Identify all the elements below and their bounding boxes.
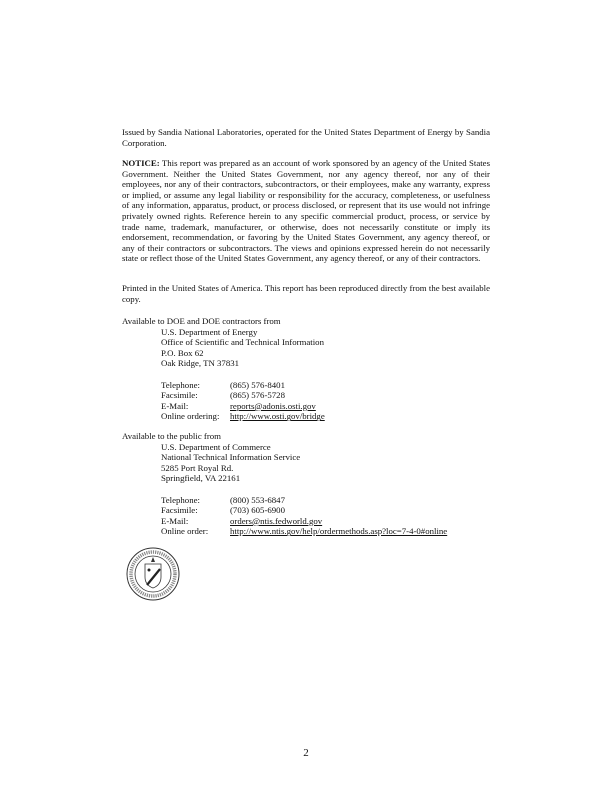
doe-fax <box>161 390 490 401</box>
contact-label: E-Mail: <box>161 515 189 526</box>
public-availability <box>122 431 490 537</box>
contact-value: (865) 576-8401 <box>230 379 285 390</box>
public-email <box>161 516 490 527</box>
public-online-link[interactable]: http://www.ntis.gov/help/ordermethods.asp?loc=7-4-0#online <box>230 526 448 537</box>
contact-label: Telephone: <box>161 379 200 390</box>
public-address <box>122 442 490 537</box>
contact-value: (703) 605-6900 <box>230 505 285 516</box>
address-line: P.O. Box 62 <box>161 347 204 358</box>
doe-email <box>161 401 490 412</box>
contact-label: Telephone: <box>161 494 200 505</box>
contact-value: (800) 553-6847 <box>230 494 285 505</box>
doe-online <box>161 411 490 422</box>
public-heading: Available to the public from <box>122 431 222 441</box>
contact-value: (865) 576-5728 <box>230 390 285 401</box>
issued-text: Issued by Sandia National Laboratories, operated for the United States Department of Energy by Sandia Corporation. <box>122 127 490 148</box>
notice-label: NOTICE: <box>122 158 160 168</box>
public-telephone <box>161 495 490 506</box>
address-line: Oak Ridge, TN 37831 <box>161 358 240 369</box>
contact-label: E-Mail: <box>161 400 189 411</box>
doe-heading: Available to DOE and DOE contractors from <box>122 316 281 326</box>
doe-online-link[interactable]: http://www.osti.gov/bridge <box>230 411 325 422</box>
notice-text: This report was prepared as an account of work sponsored by an agency of the United States Government. Neither the United States Government, nor any agency thereof, nor any of their employees, nor any of their contractors, subcontractors, or their employees, make any warranty, express or implied, or assume any legal liability or responsibility for the accuracy, completeness, or usefulness of any information, apparatus, product, or process disclosed, or represent that its use would not infringe privately owned rights. Reference herein to any specific commercial product, process, or service by trade name, trademark, manufacturer, or otherwise, does not necessarily constitute or imply its endorsement, recommendation, or favoring by the United States Government, any agency thereof, or any of their contractors or subcontractors. The views and opinions expressed herein do not necessarily state or reflect those of the United States Government, any agency thereof, or any of their contractors. <box>122 158 490 264</box>
contact-label: Facsimile: <box>161 390 198 401</box>
issued-paragraph <box>122 127 490 148</box>
public-fax <box>161 505 490 516</box>
doe-address <box>122 327 490 422</box>
contact-label: Online order: <box>161 526 209 537</box>
address-line: 5285 Port Royal Rd. <box>161 462 234 473</box>
contact-label: Facsimile: <box>161 505 198 516</box>
printed-text: Printed in the United States of America. This report has been reproduced directly from the best available copy. <box>122 283 490 304</box>
doe-availability <box>122 316 490 422</box>
printed-paragraph <box>122 283 490 304</box>
contact-label: Online ordering: <box>161 411 220 422</box>
doe-telephone <box>161 380 490 391</box>
address-line: Office of Scientific and Technical Information <box>161 337 324 348</box>
public-online <box>161 526 490 537</box>
address-line: U.S. Department of Energy <box>161 326 258 337</box>
address-line: National Technical Information Service <box>161 452 301 463</box>
doe-email-link[interactable]: reports@adonis.osti.gov <box>230 400 316 411</box>
address-line: U.S. Department of Commerce <box>161 441 271 452</box>
doe-seal-logo <box>126 547 180 601</box>
page-number: 2 <box>303 747 309 759</box>
address-line: Springfield, VA 22161 <box>161 473 241 484</box>
public-email-link[interactable]: orders@ntis.fedworld.gov <box>230 515 323 526</box>
notice-paragraph <box>122 158 490 264</box>
